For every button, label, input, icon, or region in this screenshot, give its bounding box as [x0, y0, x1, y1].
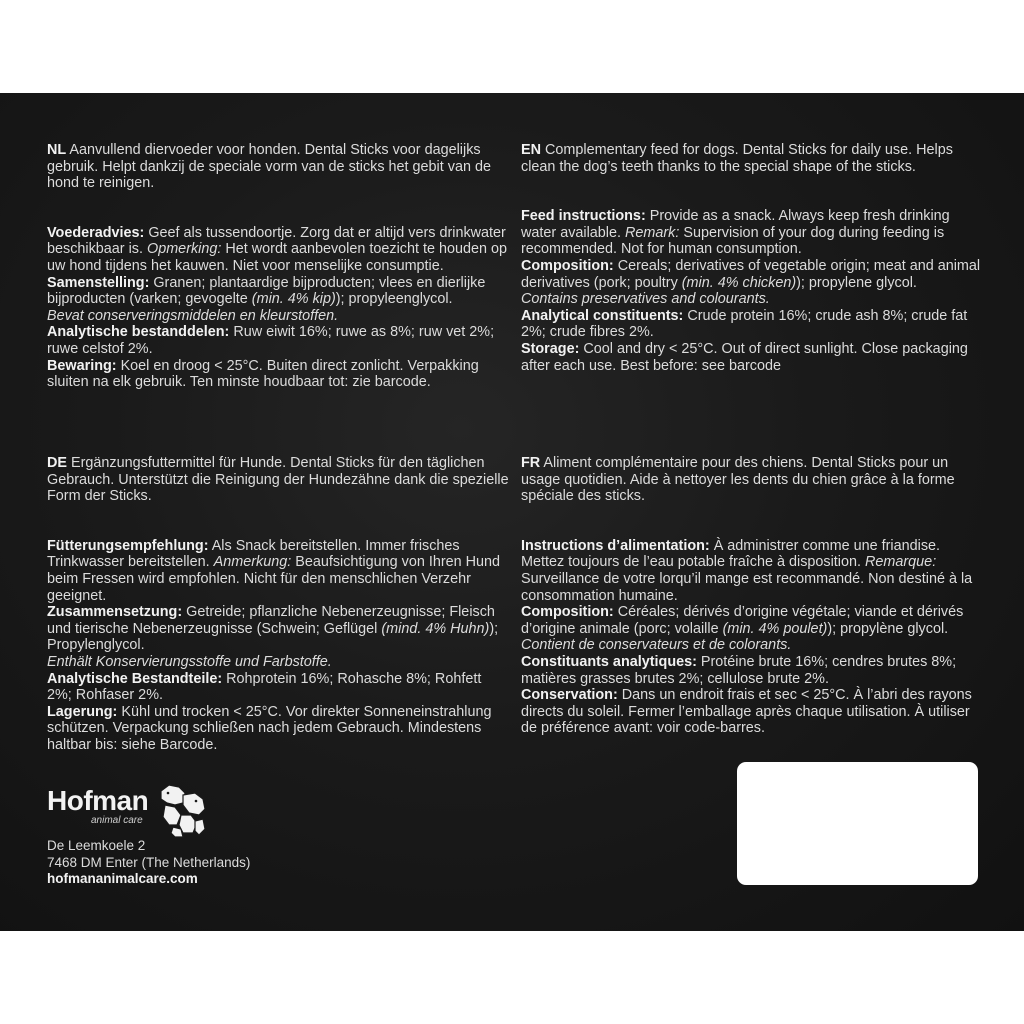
fr-feed — [521, 538, 983, 604]
fr-analytical — [521, 654, 983, 687]
de-storage-label: Lagerung: — [47, 703, 118, 720]
nl-composition-italic: (min. 4% kip) — [251, 291, 336, 308]
fr-section — [521, 455, 983, 737]
de-storage-text: Kühl und trocken < 25°C. Vor direkter Sonneneinstrahlung schützen. Verpackung schließen nach jedem Gebrauch. Mindestens haltbar bis: siehe Barcode. — [47, 703, 492, 753]
fr-intro-text: Aliment complémentaire pour des chiens. Dental Sticks pour un usage quotidien. Aide à nettoyer les dents du chien grâce à la forme spéciale des sticks. — [521, 455, 955, 505]
en-composition-text: Cereals; derivatives of vegetable origin; meat and animal derivatives (pork; poultry — [521, 257, 981, 291]
nl-preservatives-text: Bevat conserveringsmiddelen en kleurstoffen. — [47, 307, 339, 324]
de-analytical — [47, 671, 509, 704]
de-feed — [47, 538, 509, 604]
nl-storage — [47, 358, 509, 391]
en-preservatives-text: Contains preservatives and colourants. — [521, 291, 770, 308]
nl-intro-text: Aanvullend diervoeder voor honden. Dental Sticks voor dagelijks gebruik. Helpt dankzij de speciale vorm van de sticks het gebit van de hond te reinigen. — [47, 142, 491, 192]
en-feed-label: Feed instructions: — [521, 208, 646, 225]
nl-intro — [47, 142, 509, 192]
nl-remark-label: Opmerking: — [147, 241, 222, 258]
de-remark-text: Beaufsichtigung von Ihren Hund beim Fressen wird empfohlen. Nicht für den menschlichen Verzehr geeignet. — [47, 554, 501, 604]
de-storage — [47, 704, 509, 754]
en-analytical — [521, 308, 983, 341]
de-feed-text: Als Snack bereitstellen. Immer frisches Trinkwasser bereitstellen. — [47, 537, 460, 571]
nl-storage-text: Koel en droog < 25°C. Buiten direct zonlicht. Verpakking sluiten na elk gebruik. Ten minste houdbaar tot: zie barcode. — [47, 357, 479, 391]
fr-composition-text: Céréales; dérivés d’origine végétale; viande et dérivés d’origine animale (porc; volaille — [521, 604, 964, 637]
fr-storage — [521, 687, 983, 737]
de-preservatives — [47, 654, 509, 671]
en-composition-text2: ); propylene glycol. — [796, 274, 917, 291]
de-intro-text: Ergänzungsfuttermittel für Hunde. Dental Sticks für den täglichen Gebrauch. Unterstützt die Reinigung der Hundezähne dank die spezielle Form der Sticks. — [47, 455, 509, 505]
en-storage-label: Storage: — [521, 340, 580, 357]
nl-analytical-text: Ruw eiwit 16%; ruwe as 8%; ruw vet 2%; ruwe celstof 2%. — [47, 324, 495, 357]
nl-composition-text2: ); propyleenglycol. — [335, 291, 453, 308]
fr-composition-label: Composition: — [521, 604, 614, 621]
en-intro — [521, 142, 983, 175]
nl-feed-label: Voederadvies: — [47, 224, 145, 241]
en-preservatives — [521, 291, 983, 308]
fr-storage-label: Conservation: — [521, 687, 618, 704]
de-composition-label: Zusammensetzung: — [47, 604, 183, 621]
en-composition — [521, 258, 983, 291]
en-remark-text: Supervision of your dog during feeding is recommended. Not for human consumption. — [521, 224, 945, 258]
de-composition-italic: (mind. 4% Huhn) — [381, 620, 490, 637]
de-analytical-label: Analytische Bestandteile: — [47, 670, 223, 687]
en-feed-text: Provide as a snack. Always keep fresh drinking water available. — [521, 208, 950, 241]
en-feed — [521, 208, 983, 258]
fr-preservatives-text: Contient de conservateurs et de colorants. — [521, 637, 792, 654]
fr-intro — [521, 455, 983, 505]
de-remark-label: Anmerkung: — [213, 554, 292, 571]
label-panel — [0, 93, 1024, 931]
nl-storage-label: Bewaring: — [47, 357, 117, 374]
en-composition-italic: (min. 4% chicken) — [681, 274, 797, 291]
barcode-area — [737, 762, 978, 885]
en-storage — [521, 341, 983, 374]
cow-pig-animals-icon — [155, 781, 207, 839]
en-intro-text: Complementary feed for dogs. Dental Sticks for daily use. Helps clean the dog’s teeth thanks to the special shape of the sticks. — [521, 142, 953, 175]
fr-composition-italic: (min. 4% poulet) — [722, 620, 828, 637]
nl-composition — [47, 275, 509, 308]
nl-composition-label: Samenstelling: — [47, 274, 150, 291]
en-storage-text: Cool and dry < 25°C. Out of direct sunlight. Close packaging after each use. Best before: see barcode — [521, 340, 968, 374]
de-intro — [47, 455, 509, 505]
nl-code: NL — [47, 142, 67, 158]
brand-name: Hofman — [47, 785, 149, 816]
nl-analytical — [47, 324, 509, 357]
de-feed-label: Fütterungsempfehlung: — [47, 537, 209, 554]
de-preservatives-text: Enthält Konservierungsstoffe und Farbstoffe. — [47, 653, 332, 670]
fr-code: FR — [521, 455, 541, 471]
fr-feed-label: Instructions d’alimentation: — [521, 537, 710, 554]
de-code: DE — [47, 455, 67, 471]
de-analytical-text: Rohprotein 16%; Rohasche 8%; Rohfett 2%; Rohfaser 2%. — [47, 670, 482, 704]
nl-feed-text: Geef als tussendoortje. Zorg dat er altijd vers drinkwater beschikbaar is. — [47, 224, 506, 258]
nl-feed — [47, 225, 509, 275]
address-line2: 7468 DM Enter (The Netherlands) — [47, 854, 251, 870]
fr-remark-label: Remarque: — [865, 554, 937, 571]
address-line1: De Leemkoele 2 — [47, 838, 146, 853]
fr-composition-text2: ); propylène glycol. — [827, 620, 949, 637]
website-link[interactable]: hofmananimalcare.com — [47, 871, 198, 886]
fr-feed-text: À administrer comme une friandise. Mettez toujours de l’eau potable fraîche à disposition. — [521, 537, 941, 571]
fr-composition — [521, 604, 983, 637]
en-analytical-label: Analytical constituents: — [521, 307, 684, 324]
en-composition-label: Composition: — [521, 257, 614, 274]
en-remark-label: Remark: — [625, 224, 680, 241]
de-section — [47, 455, 509, 754]
de-composition-text: Getreide; pflanzliche Nebenerzeugnisse; Fleisch und tierische Nebenerzeugnisse (Schwein; Geflügel — [47, 604, 495, 637]
fr-remark-text: Surveillance de votre lorqu’il mange est recommandé. Non destiné à la consommation humaine. — [521, 570, 973, 604]
en-code: EN — [521, 142, 541, 158]
fr-analytical-label: Constituants analytiques: — [521, 653, 697, 670]
nl-section — [47, 142, 509, 391]
address-block — [47, 838, 250, 888]
en-analytical-text: Crude protein 16%; crude ash 8%; crude fat 2%; crude fibres 2%. — [521, 307, 968, 341]
nl-preservatives — [47, 308, 509, 325]
de-composition — [47, 604, 509, 654]
nl-composition-text: Granen; plantaardige bijproducten; vlees en dierlijke bijproducten (varken; gevogelte — [47, 274, 486, 308]
en-section — [521, 142, 983, 374]
fr-preservatives — [521, 637, 983, 654]
nl-remark-text: Het wordt aanbevolen toezicht te houden op uw hond tijdens het kauwen. Niet voor menselijke consumptie. — [47, 241, 508, 274]
nl-analytical-label: Analytische bestanddelen: — [47, 324, 230, 341]
fr-storage-text: Dans un endroit frais et sec < 25°C. À l’abri des rayons directs du soleil. Fermer l’emballage après chaque utilisation. À utiliser de préférence avant: voir code-barres. — [521, 687, 972, 737]
brand-tagline: animal care — [91, 815, 143, 826]
fr-analytical-text: Protéine brute 16%; cendres brutes 8%; matières grasses brutes 2%; cellulose brute 2%. — [521, 653, 957, 687]
de-composition-text2: ); Propylenglycol. — [47, 620, 499, 654]
